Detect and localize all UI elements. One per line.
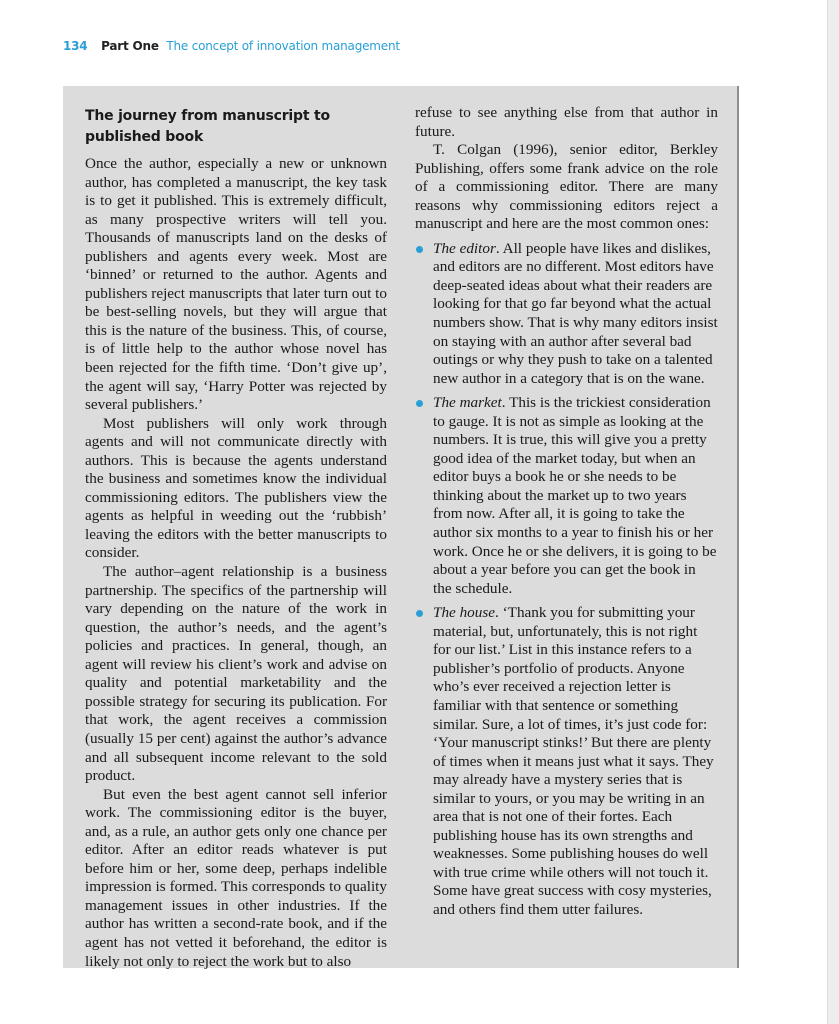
reasons-list <box>415 240 718 920</box>
right-column <box>415 104 718 920</box>
list-item <box>415 394 718 598</box>
paragraph: T. Colgan (1996), senior editor, Berkley Publishing, offers some frank advice on the role of a commissioning editor. There are many reasons why commissioning editors reject a manuscript and here are the most common ones: <box>415 141 718 233</box>
paragraph: Most publishers will only work through agents and will not communicate directly with authors. This is because the agents understand the business and sometimes know the individual commissioning editors. The publishers view the agents as helpful in weeding out the ‘rubbish’ leaving the editors with the better manuscripts to consider. <box>85 414 387 562</box>
left-column <box>85 104 387 971</box>
list-item-text: . All people have likes and dislikes, and editors are no different. Most editors have deep-seated ideas about what their readers are looking for that go far beyond what the actual numbers show. That is why many editors insist on staying with an author after several bad outings or why they push to take on a talented new author in a category that is on the wane. <box>433 239 718 387</box>
bullet-icon <box>416 400 423 407</box>
bullet-icon <box>416 610 423 617</box>
page-number: 134 <box>63 39 88 53</box>
list-item-term: The house <box>433 604 496 622</box>
list-item-text: . ‘Thank you for submitting your material, but, unfortunately, this is not right for our list.’ List in this instance refers to a publisher’s portfolio of products. Anyone who’s ever received a rejection letter is familiar with that sentence or something similar. Sure, a lot of times, it’s just code for: ‘Your manuscript stinks!’ But there are plenty of times when it means just what it says. They may already have a mystery series that is similar to yours, or you may be writing in an area that is not one of their fortes. Each publishing house has its own strengths and weaknesses. Some publishing houses do well with true crime while others will not touch it. Some have great success with cosy mysteries, and others find them utter failures. <box>433 604 714 918</box>
list-item <box>415 604 718 919</box>
list-item-text: . This is the trickiest consideration to gauge. It is not as simple as looking at the numbers. It is true, this will give you a pretty good idea of the market today, but when an editor buys a book he or she needs to be thinking about the market up to two years from now. After all, it is going to take the author six months to a year to finish his or her work. Once he or she delivers, it is going to be about a year before you can get the book in the schedule. <box>433 394 717 597</box>
part-label: Part One <box>101 39 159 53</box>
paragraph: The author–agent relationship is a business partnership. The specifics of the partnership will vary depending on the nature of the work in question, the author’s needs, and the agent’s policies and practices. In general, though, an agent will review his client’s work and advise on quality and potential marketability and the possible strategy for securing its publication. For that work, the agent receives a commission (usually 15 per cent) against the author’s advance and all subsequent income relevant to the sold product. <box>85 563 387 785</box>
page-edge-scrollbar <box>827 0 839 1024</box>
list-item-term: The market <box>433 394 502 412</box>
running-header <box>63 39 400 53</box>
case-study-box <box>63 86 739 968</box>
list-item <box>415 240 718 388</box>
list-item-term: The editor <box>433 239 496 257</box>
box-title: The journey from manuscript to published book <box>85 108 330 145</box>
paragraph-continuation: refuse to see anything else from that author in future. <box>415 104 718 140</box>
chapter-title: The concept of innovation management <box>166 39 400 53</box>
paragraph: Once the author, especially a new or unknown author, has completed a manuscript, the key task is to get it published. This is extremely difficult, as many prospective writers will tell you. Thousands of manuscripts land on the desks of publishers and agents every week. Most are ‘binned’ or returned to the author. Agents and publishers reject manuscripts that later turn out to be best-selling novels, but they will argue that this is the nature of the business. This, of course, is of little help to the author whose novel has been rejected for the fifth time. ‘Don’t give up’, the agent will say, ‘Harry Potter was rejected by several publishers.’ <box>85 155 387 414</box>
bullet-icon <box>416 246 423 253</box>
paragraph: But even the best agent cannot sell inferior work. The commissioning editor is the buyer, and, as a rule, an author gets only one chance per editor. After an editor reads whatever is put before him or her, some deep, perhaps indelible impression is formed. This corresponds to quality management issues in other industries. If the author has written a second-rate book, and if the agent has not vetted it beforehand, the editor is likely not only to reject the work but to also <box>85 785 387 970</box>
